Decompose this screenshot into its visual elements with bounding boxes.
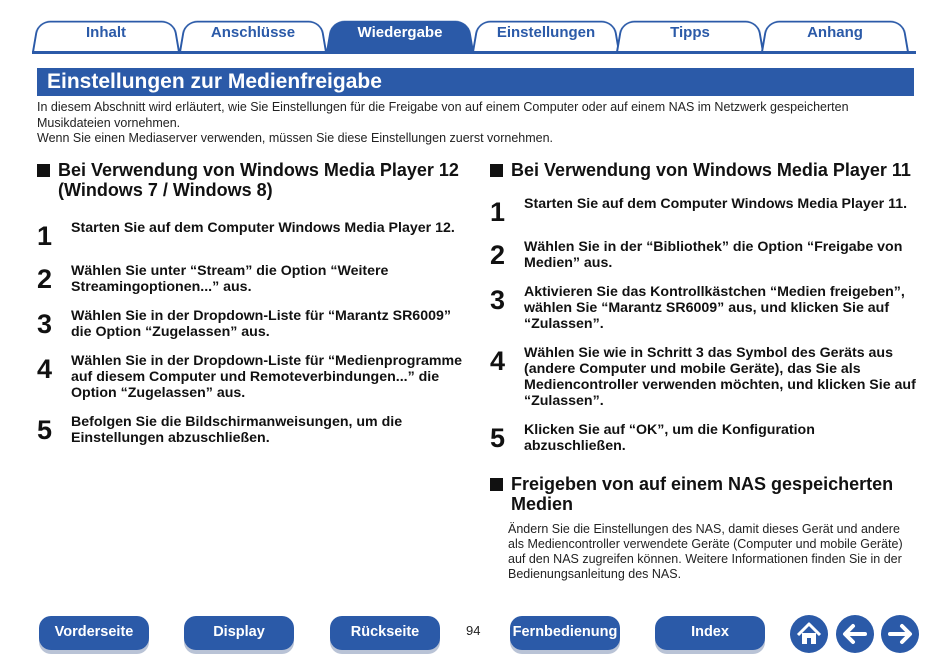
step-number: 5 [37,415,53,445]
index-label: Index [691,624,729,640]
step-number: 5 [490,423,506,453]
next-page-button[interactable] [881,615,919,653]
step-number: 4 [490,346,506,376]
intro-text [37,100,914,147]
section-heading [37,160,467,200]
step-text: Wählen Sie in der “Bibliothek” die Option “Freigabe von Medien” aus. [524,239,903,271]
step-item [490,239,918,271]
step-text: Befolgen Sie die Bildschirmanweisungen, um die Einstellungen abzuschließen. [71,414,403,446]
home-button[interactable] [790,615,828,653]
title-banner [37,68,914,96]
nas-heading [490,474,918,514]
step-text: Klicken Sie auf “OK”, um die Konfiguration abzuschließen. [524,422,815,454]
step-item [37,353,467,401]
home-icon [790,615,828,653]
page-title: Einstellungen zur Medienfreigabe [47,70,382,93]
nas-heading-text: Freigeben von auf einem NAS gespeicherten Medien [511,474,894,514]
step-number: 3 [490,285,506,315]
step-item [37,308,467,340]
step-list [37,220,467,446]
rear-panel-button[interactable] [330,616,440,650]
step-item [37,220,467,250]
arrow-left-icon [836,615,874,653]
step-text: Wählen Sie in der Dropdown-Liste für “Marantz SR6009” die Option “Zugelassen” aus. [71,308,451,340]
step-text: Starten Sie auf dem Computer Windows Media Player 12. [71,220,455,236]
square-bullet-icon [490,164,503,177]
tab-wiedergabe[interactable]: Wiedergabe [357,24,443,41]
step-number: 1 [490,197,506,227]
tab-anhang[interactable]: Anhang [807,24,863,41]
step-item [37,414,467,446]
step-item [37,263,467,295]
step-item [490,422,918,454]
index-button[interactable] [655,616,765,650]
section-wmp11 [490,160,918,582]
remote-control-button[interactable] [510,616,620,650]
section-heading-text: Bei Verwendung von Windows Media Player 11 [511,160,911,180]
front-panel-label: Vorderseite [54,624,134,640]
step-item [490,196,918,226]
section-wmp12 [37,160,467,459]
arrow-right-icon [881,615,919,653]
step-number: 2 [490,240,506,270]
tab-inhalt[interactable]: Inhalt [86,24,126,41]
intro-line-2: Wenn Sie einen Mediaserver verwenden, müssen Sie diese Einstellungen zuerst vornehmen. [37,131,554,145]
tab-tipps[interactable]: Tipps [670,24,710,41]
step-item [490,284,918,332]
remote-control-label: Fernbedienung [512,624,618,640]
page-number: 94 [466,623,481,638]
rear-panel-label: Rückseite [350,624,420,640]
step-text: Aktivieren Sie das Kontrollkästchen “Medien freigeben”, wählen Sie “Marantz SR6009” aus, und klicken Sie auf “Zulassen”. [524,284,905,332]
previous-page-button[interactable] [836,615,874,653]
step-text: Wählen Sie unter “Stream” die Option “Weitere Streamingoptionen...” aus. [71,263,389,295]
step-number: 1 [37,221,53,251]
step-list [490,196,918,454]
step-text: Starten Sie auf dem Computer Windows Media Player 11. [524,196,908,212]
intro-line-1: In diesem Abschnitt wird erläutert, wie Sie Einstellungen für die Freigabe von auf einem Computer oder auf einem NAS im Netzwerk gespeicherten Musikdateien vornehmen. [37,100,849,130]
display-button[interactable] [184,616,294,650]
square-bullet-icon [37,164,50,177]
square-bullet-icon [490,478,503,491]
step-item [490,345,918,409]
tab-bar [32,18,916,54]
tab-underline [32,51,916,54]
step-number: 2 [37,264,53,294]
step-number: 3 [37,309,53,339]
front-panel-button[interactable] [39,616,149,650]
tab-anschluesse[interactable]: Anschlüsse [210,24,296,41]
step-text: Wählen Sie in der Dropdown-Liste für “Medienprogramme auf diesem Computer und Remoteverbindungen...” die Option “Zugelassen” aus. [71,353,462,401]
nas-description: Ändern Sie die Einstellungen des NAS, damit dieses Gerät und andere als Mediencontroller verwendete Geräte (Computer und mobile Geräte) auf den NAS zugreifen können. Weitere Informationen finden Sie in der Bedienungsanleitung des NAS. [508,522,903,581]
section-heading [490,160,918,180]
tab-einstellungen[interactable]: Einstellungen [496,24,596,41]
step-number: 4 [37,354,53,384]
display-label: Display [213,624,265,640]
section-heading-text: Bei Verwendung von Windows Media Player 12 (Windows 7 / Windows 8) [58,160,459,200]
step-text: Wählen Sie wie in Schritt 3 das Symbol des Geräts aus (andere Computer und mobile Geräte), das Sie als Mediencontroller verwenden möchten, und klicken Sie auf “Zulassen”. [524,345,916,409]
